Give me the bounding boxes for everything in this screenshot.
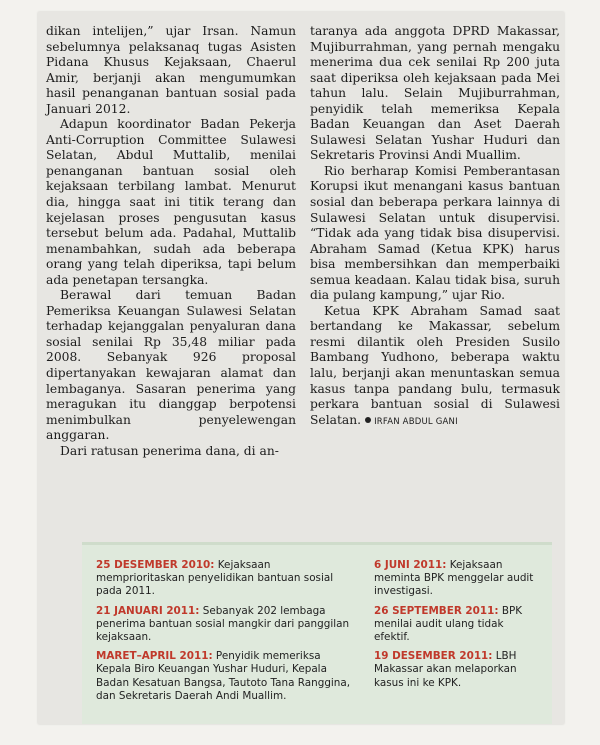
article-paragraph: dikan intelijen,” ujar Irsan. Namun sebelumnya pelaksanaq tugas Asisten Pidana Khusus Kejaksaan, Chaerul Amir, berjanji akan mengumumkan hasil penanganan bantuan sosial pada Januari 2012. (46, 24, 296, 116)
timeline-box (82, 542, 552, 724)
event-date: 26 SEPTEMBER 2011: (374, 604, 499, 617)
event-text: Kejaksaan meminta BPK menggelar audit investigasi. (374, 559, 534, 598)
article-paragraph (310, 304, 560, 430)
article-paragraph: taranya ada anggota DPRD Makassar, Mujiburrahman, yang pernah mengaku menerima dua cek senilai Rp 200 juta saat diperiksa oleh kejaksaan pada Mei tahun lalu. Selain Mujiburrahman, penyidik telah memeriksa Kepala Badan Keuangan dan Aset Daerah Sulawesi Selatan Yushar Huduri dan Sekretaris Provinsi Andi Muallim. (310, 24, 560, 163)
event-date: 25 DESEMBER 2010: (96, 559, 215, 571)
article-column-right (310, 24, 560, 529)
article-paragraph-text: Ketua KPK Abraham Samad saat bertandang ke Makassar, sebelum resmi dilantik oleh Presiden Susilo Bambang Yudhono, beberapa waktu lalu, berjanji akan menuntaskan semua kasus tanpa pandang bulu, termasuk perkara bantuan sosial di Sulawesi Selatan. (310, 303, 560, 427)
event-text: Sebanyak 202 lembaga penerima bantuan sosial mangkir dari panggilan kejaksaan. (96, 604, 350, 644)
timeline-column-right (374, 559, 540, 716)
article-paragraph: Adapun koordinator Badan Pekerja Anti-Corruption Committee Sulawesi Selatan, Abdul Muttalib, menilai penanganan bantuan sosial oleh kejaksaan terbilang lambat. Menurut dia, hingga saat ini titik terang dan kejelasan proses pengusutan kasus tersebut belum ada. Padahal, Muttalib menambahkan, sudah ada beberapa orang yang telah diperiksa, tapi belum ada penetapan tersangka. (46, 117, 296, 287)
timeline-event (96, 605, 356, 645)
event-text: LBH Makassar akan melaporkan kasus ini ke KPK. (374, 650, 517, 689)
event-text: Penyidik memeriksa Kepala Biro Keuangan Yushar Huduri, Kepala Badan Kesatuan Bangsa, Tautoto Tana Ranggina, dan Sekretaris Daerah Andi Muallim. (96, 650, 351, 702)
timeline-event (374, 605, 540, 645)
event-date: 6 JUNI 2011: (374, 559, 447, 571)
article-paragraph: Berawal dari temuan Badan Pemeriksa Keuangan Sulawesi Selatan terhadap kejanggalan penyaluran dana sosial senilai Rp 35,48 miliar pada 2008. Sebanyak 926 proposal dipertanyakan kewajaran alamat dan lembaganya. Sasaran penerima yang meragukan itu dianggap berpotensi menimbulkan penyelewengan anggaran. (46, 288, 296, 443)
newspaper-clipping (38, 12, 564, 724)
event-date: 19 DESEMBER 2011: (374, 650, 493, 663)
event-date: 21 JANUARI 2011: (96, 604, 200, 617)
article-column-left (46, 24, 296, 529)
event-text: BPK menilai audit ulang tidak efektif. (374, 604, 523, 644)
timeline-column-left (96, 559, 356, 716)
timeline-event (374, 650, 540, 690)
author-byline: IRFAN ABDUL GANI (374, 416, 458, 427)
article-paragraph: Dari ratusan penerima dana, di an- (60, 443, 279, 458)
article-body (46, 24, 560, 529)
timeline-event (96, 559, 356, 599)
timeline-event (96, 650, 356, 703)
article-paragraph: Rio berharap Komisi Pemberantasan Korupsi ikut menangani kasus bantuan sosial dan beberapa perkara lainnya di Sulawesi Selatan untuk disupervisi. “Tidak ada yang tidak bisa disupervisi. Abraham Samad (Ketua KPK) harus bisa membersihkan dan memperbaiki semua keadaan. Kalau tidak bisa, suruh dia pulang kampung,” ujar Rio. (310, 163, 560, 303)
event-date: MARET–APRIL 2011: (96, 650, 213, 663)
event-text: Kejaksaan memprioritaskan penyelidikan bantuan sosial pada 2011. (96, 559, 334, 598)
timeline-event (374, 559, 540, 599)
bullet-icon (365, 417, 371, 423)
